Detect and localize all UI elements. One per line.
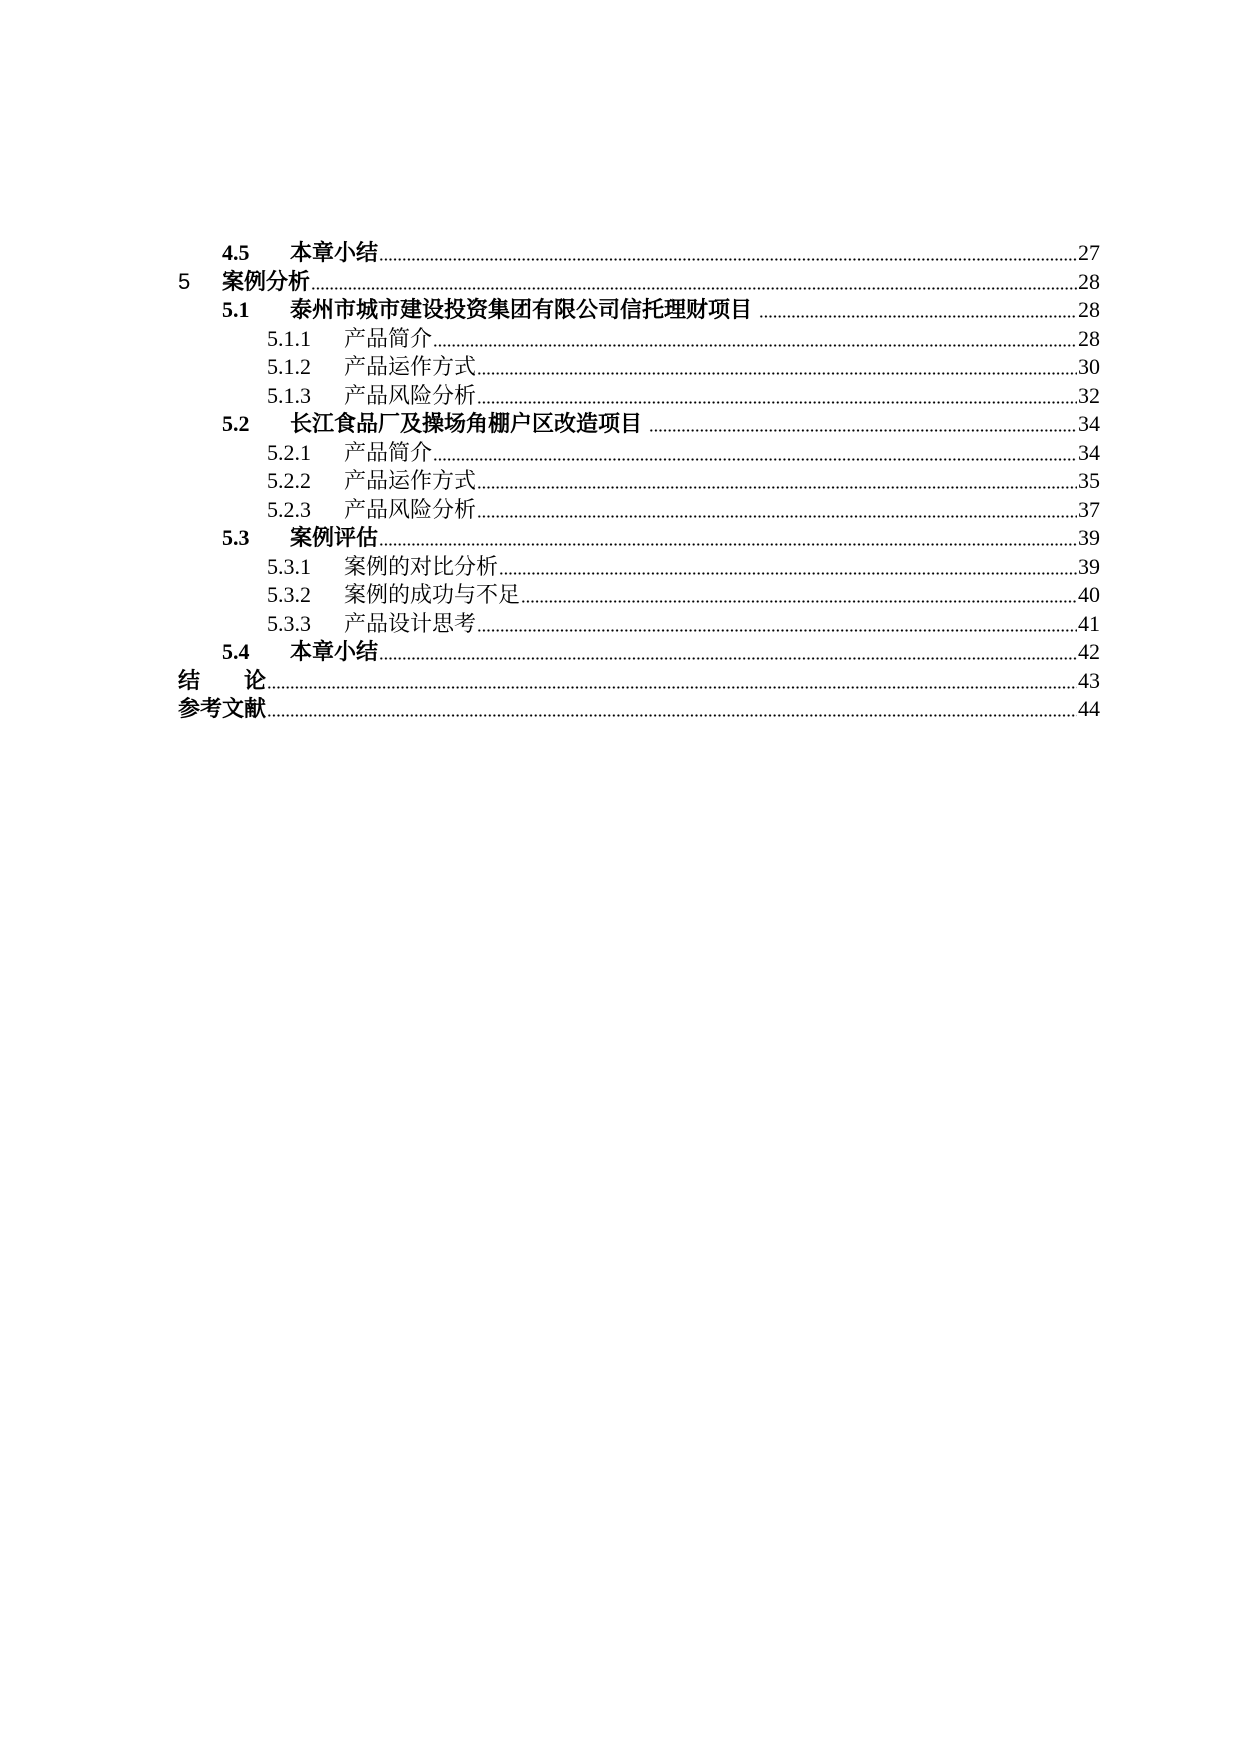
toc-entry-number: 5.3.2 — [267, 582, 311, 607]
toc-entry — [178, 439, 1100, 468]
toc-entry-number: 5.3.1 — [267, 553, 311, 579]
toc-entry — [178, 667, 1100, 696]
toc-entry-number: 5 — [178, 268, 191, 294]
toc-entry-title: 产品运作方式 — [344, 354, 477, 379]
toc-entry-title: 案例的对比分析 — [344, 553, 499, 579]
toc-entry-title: 产品风险分析 — [344, 382, 477, 408]
toc-entry — [178, 353, 1100, 382]
toc-entry-page: 42 — [1078, 639, 1100, 664]
toc-entry — [178, 581, 1100, 610]
toc-entry-page: 40 — [1078, 582, 1100, 607]
toc-entry — [178, 496, 1100, 525]
toc-entry-page: 30 — [1078, 354, 1100, 379]
toc-dot-leader — [267, 714, 1077, 717]
toc-entry-title: 产品设计思考 — [344, 610, 477, 636]
toc-entry-title: 产品简介 — [344, 325, 433, 351]
toc-entry — [178, 524, 1100, 553]
toc-entry-title: 本章小结 — [290, 240, 379, 265]
toc-entry-page: 32 — [1078, 382, 1100, 408]
toc-dot-leader — [433, 458, 1077, 461]
toc-entry-title: 泰州市城市建设投资集团有限公司信托理财项目 — [290, 297, 753, 322]
toc-dot-leader — [379, 543, 1077, 546]
toc-entry-page: 35 — [1078, 468, 1100, 493]
toc-entry-page: 37 — [1078, 496, 1100, 522]
toc-dot-leader — [477, 629, 1077, 632]
toc-entry-number: 5.1.3 — [267, 382, 311, 408]
toc-entry-number: 5.2.1 — [267, 439, 311, 465]
toc-entry-title: 案例分析 — [222, 268, 311, 294]
toc-entry — [178, 638, 1100, 667]
toc-entry — [178, 410, 1100, 439]
toc-entry-page: 34 — [1078, 439, 1100, 465]
toc-entry-title: 产品风险分析 — [344, 496, 477, 522]
toc-entry — [178, 239, 1100, 268]
toc-entry-number: 5.3.3 — [267, 610, 311, 636]
toc-entry — [178, 467, 1100, 496]
toc-entry-page: 34 — [1078, 411, 1100, 436]
toc-dot-leader — [311, 287, 1077, 290]
toc-entry-page: 28 — [1078, 325, 1100, 351]
toc-entry-title: 结 论 — [178, 667, 267, 693]
toc-entry-page: 27 — [1078, 240, 1100, 265]
toc-entry-title: 参考文献 — [178, 696, 267, 721]
toc-entry — [178, 382, 1100, 411]
toc-dot-leader — [433, 344, 1077, 347]
toc-dot-leader — [649, 429, 1077, 432]
toc-entry-title: 本章小结 — [290, 639, 379, 664]
toc-entry-title: 案例评估 — [290, 525, 379, 550]
toc-entry — [178, 553, 1100, 582]
toc-entry-page: 41 — [1078, 610, 1100, 636]
toc-dot-leader — [477, 486, 1077, 489]
toc-entry-page: 39 — [1078, 553, 1100, 579]
toc-dot-leader — [379, 657, 1077, 660]
toc-entry-title: 案例的成功与不足 — [344, 582, 521, 607]
toc-dot-leader — [379, 258, 1077, 261]
toc-dot-leader — [521, 600, 1077, 603]
toc-entry-title: 产品简介 — [344, 439, 433, 465]
toc-entry — [178, 268, 1100, 297]
toc-entry-number: 5.3 — [222, 525, 250, 550]
toc-entry-page: 43 — [1078, 667, 1100, 693]
toc-entry — [178, 695, 1100, 724]
toc-dot-leader — [477, 401, 1077, 404]
toc-dot-leader — [477, 372, 1077, 375]
toc-entry-page: 28 — [1078, 268, 1100, 294]
toc-entry-title: 长江食品厂及操场角棚户区改造项目 — [290, 411, 643, 436]
toc-entry-number: 5.4 — [222, 639, 250, 664]
toc-entry-number: 5.1 — [222, 297, 250, 322]
toc-entry-number: 5.2.3 — [267, 496, 311, 522]
table-of-contents — [178, 239, 1100, 724]
toc-dot-leader — [499, 572, 1077, 575]
toc-entry-number: 5.1.1 — [267, 325, 311, 351]
toc-entry — [178, 610, 1100, 639]
toc-dot-leader — [759, 315, 1077, 318]
toc-entry-number: 4.5 — [222, 240, 250, 265]
toc-entry-number: 5.2 — [222, 411, 250, 436]
toc-entry-page: 28 — [1078, 297, 1100, 322]
toc-entry — [178, 296, 1100, 325]
toc-dot-leader — [477, 515, 1077, 518]
toc-entry-number: 5.1.2 — [267, 354, 311, 379]
toc-entry-page: 44 — [1078, 696, 1100, 721]
toc-dot-leader — [267, 686, 1077, 689]
toc-entry-number: 5.2.2 — [267, 468, 311, 493]
toc-entry-title: 产品运作方式 — [344, 468, 477, 493]
toc-entry-page: 39 — [1078, 525, 1100, 550]
toc-entry — [178, 325, 1100, 354]
